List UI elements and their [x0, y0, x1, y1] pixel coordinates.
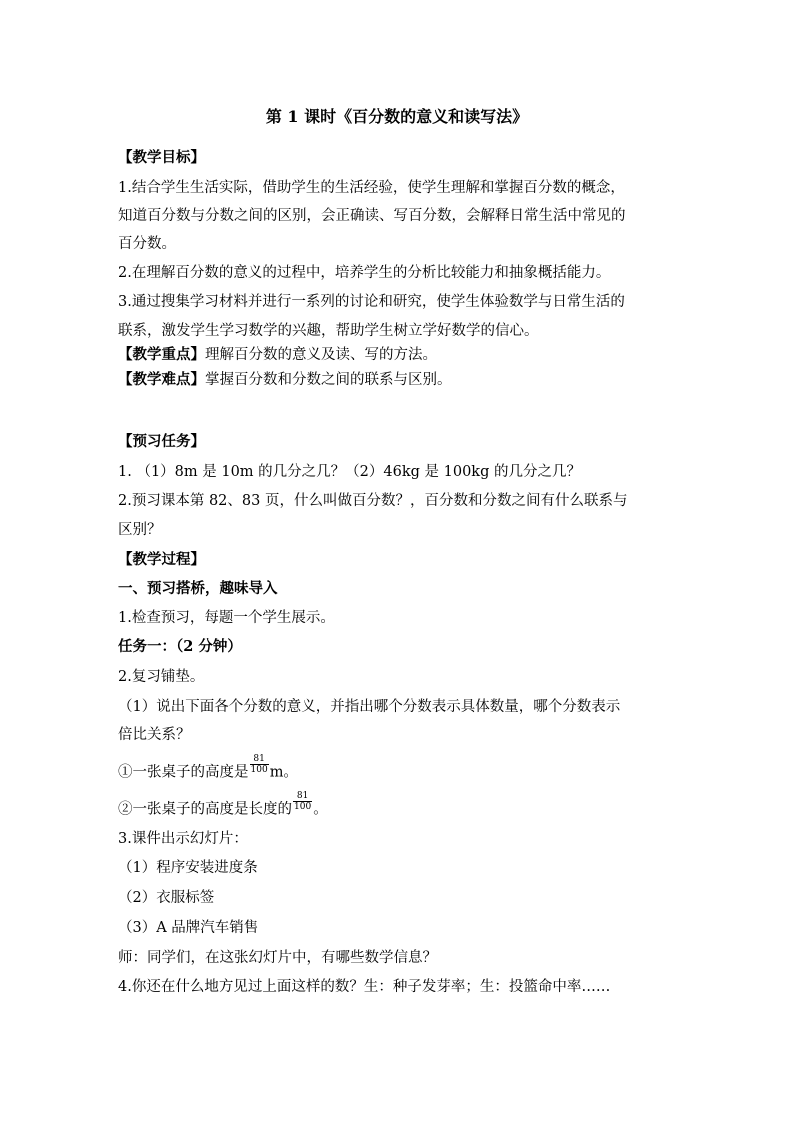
preview-item-2-line-2: 区别？ — [118, 522, 162, 538]
section-1-heading: 一、预习搭桥，趣味导入 — [118, 580, 278, 597]
difficulty-text: 掌握百分数和分数之间的联系与区别。 — [205, 372, 452, 388]
difficulty-label: 【教学难点】 — [118, 371, 205, 388]
objectives-heading: 【教学目标】 — [118, 149, 205, 166]
process-step-4: 4.你还在什么地方见过上面这样的数？生：种子发芽率；生：投篮命中率…… — [118, 979, 611, 995]
fraction-81-100 — [293, 791, 312, 812]
preview-heading: 【预习任务】 — [118, 433, 205, 450]
objective-2: 2.在理解百分数的意义的过程中，培养学生的分析比较能力和抽象概括能力。 — [118, 265, 611, 281]
key-point — [118, 345, 437, 365]
slide-item-2: （2）衣服标签 — [118, 890, 215, 906]
objective-1-line-1: 1.结合学生生活实际，借助学生的生活经验，使学生理解和掌握百分数的概念， — [118, 180, 625, 196]
slide-item-3: （3）A 品牌汽车销售 — [118, 920, 259, 936]
key-point-label: 【教学重点】 — [118, 346, 205, 363]
objective-3-line-1: 3.通过搜集学习材料并进行一系列的讨论和研究，使学生体验数学与日常生活的 — [118, 294, 625, 310]
fraction-denominator: 100 — [250, 765, 268, 775]
process-heading: 【教学过程】 — [118, 551, 205, 568]
teacher-question: 师：同学们，在这张幻灯片中，有哪些数学信息？ — [118, 950, 437, 966]
difficulty — [118, 370, 452, 390]
objective-3-line-2: 联系，激发学生学习数学的兴趣，帮助学生树立学好数学的信心。 — [118, 323, 539, 339]
example-1-suffix: m。 — [269, 764, 298, 781]
process-step-2: 2.复习铺垫。 — [118, 669, 205, 685]
fraction-denominator: 100 — [294, 802, 312, 812]
page-title: 第 1 课时《百分数的意义和读写法》 — [265, 107, 529, 126]
sub-item-1-line-1: （1）说出下面各个分数的意义，并指出哪个分数表示具体数量，哪个分数表示 — [118, 699, 621, 715]
sub-item-1-line-2: 倍比关系？ — [118, 727, 191, 743]
process-step-3: 3.课件出示幻灯片： — [118, 831, 248, 847]
key-point-text: 理解百分数的意义及读、写的方法。 — [205, 347, 437, 363]
task-1: 任务一：（2 分钟） — [118, 638, 242, 655]
fraction-numerator: 81 — [250, 754, 269, 765]
fraction-numerator: 81 — [293, 791, 312, 802]
process-step-1: 1.检查预习，每题一个学生展示。 — [118, 610, 335, 626]
example-2 — [118, 791, 328, 820]
preview-item-1: 1. （1）8m 是 10m 的几分之几？（2）46kg 是 100kg 的几分之几？ — [118, 464, 581, 480]
objective-1-line-2: 知道百分数与分数之间的区别，会正确读、写百分数，会解释日常生活中常见的 — [118, 208, 626, 224]
example-2-prefix: ②一张桌子的高度是长度的 — [118, 801, 292, 818]
example-1 — [118, 754, 298, 783]
objective-1-line-3: 百分数。 — [118, 236, 176, 252]
example-1-prefix: ①一张桌子的高度是 — [118, 764, 249, 781]
example-2-suffix: 。 — [313, 801, 328, 818]
preview-item-2-line-1: 2.预习课本第 82、83 页，什么叫做百分数？，百分数和分数之间有什么联系与 — [118, 493, 628, 509]
slide-item-1: （1）程序安装进度条 — [118, 860, 258, 876]
fraction-81-100 — [250, 754, 269, 775]
